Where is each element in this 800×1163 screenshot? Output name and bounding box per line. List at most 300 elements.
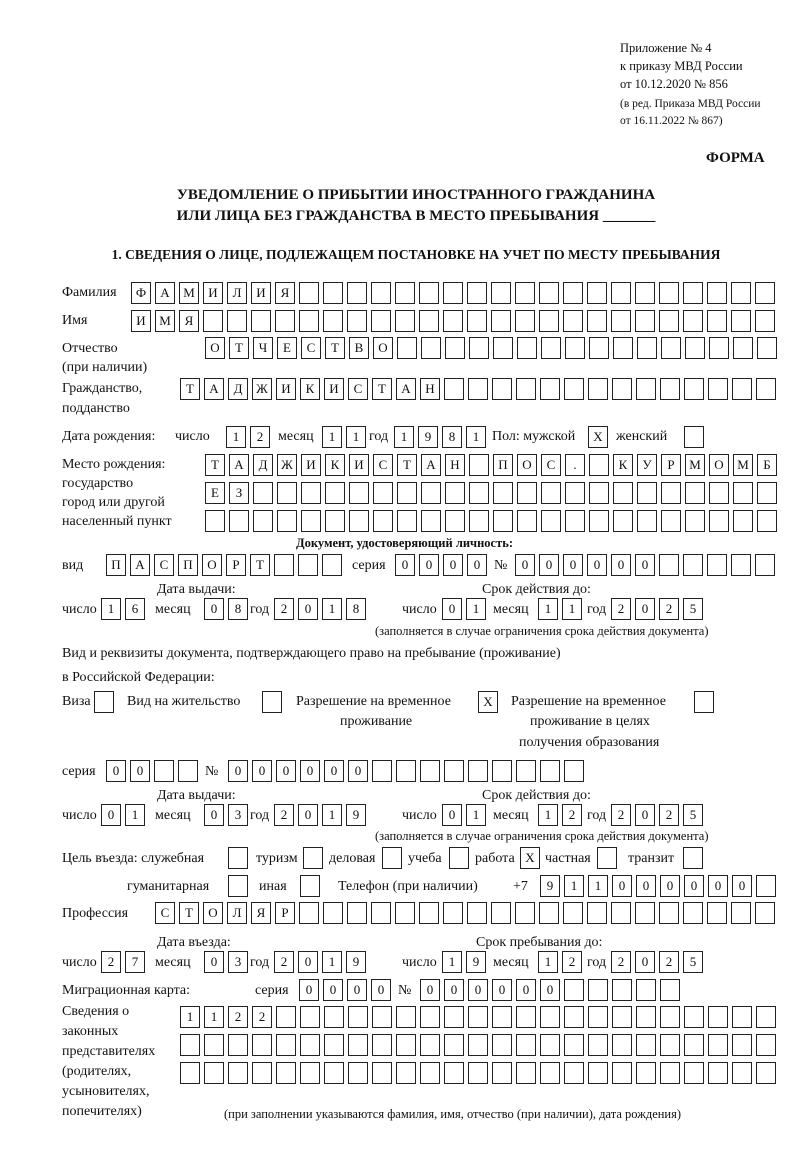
char-cell[interactable]: X (520, 847, 540, 869)
char-cell[interactable] (516, 378, 536, 400)
char-cell[interactable]: 5 (683, 598, 703, 620)
char-cell[interactable] (397, 337, 417, 359)
char-cell[interactable]: 1 (442, 951, 462, 973)
char-cell[interactable] (276, 1034, 296, 1056)
char-cell[interactable]: 0 (347, 979, 367, 1001)
char-cell[interactable] (298, 554, 318, 576)
char-cell[interactable] (397, 510, 417, 532)
right-valid-month[interactable] (538, 804, 586, 826)
char-cell[interactable] (731, 282, 751, 304)
char-cell[interactable] (300, 1034, 320, 1056)
char-cell[interactable] (277, 482, 297, 504)
mc-number-field[interactable] (420, 979, 684, 1001)
char-cell[interactable] (708, 1034, 728, 1056)
char-cell[interactable] (204, 1062, 224, 1084)
char-cell[interactable] (635, 282, 655, 304)
char-cell[interactable] (636, 1034, 656, 1056)
char-cell[interactable] (396, 1062, 416, 1084)
char-cell[interactable] (228, 847, 248, 869)
char-cell[interactable]: Т (325, 337, 345, 359)
char-cell[interactable]: 1 (538, 951, 558, 973)
char-cell[interactable] (324, 1034, 344, 1056)
char-cell[interactable] (757, 510, 777, 532)
char-cell[interactable] (707, 902, 727, 924)
char-cell[interactable] (564, 378, 584, 400)
char-cell[interactable]: 1 (322, 426, 342, 448)
stay-month[interactable] (538, 951, 586, 973)
char-cell[interactable] (300, 1006, 320, 1028)
char-cell[interactable]: 1 (322, 951, 342, 973)
char-cell[interactable]: К (300, 378, 320, 400)
char-cell[interactable] (493, 482, 513, 504)
char-cell[interactable]: М (179, 282, 199, 304)
char-cell[interactable]: 1 (394, 426, 414, 448)
char-cell[interactable] (564, 1034, 584, 1056)
char-cell[interactable] (733, 337, 753, 359)
char-cell[interactable] (253, 510, 273, 532)
char-cell[interactable]: С (155, 902, 175, 924)
char-cell[interactable] (587, 902, 607, 924)
char-cell[interactable]: 0 (587, 554, 607, 576)
char-cell[interactable] (755, 554, 775, 576)
char-cell[interactable] (348, 1034, 368, 1056)
char-cell[interactable] (563, 902, 583, 924)
char-cell[interactable]: 1 (562, 598, 582, 620)
char-cell[interactable] (347, 310, 367, 332)
char-cell[interactable]: 2 (250, 426, 270, 448)
char-cell[interactable] (468, 1034, 488, 1056)
char-cell[interactable]: 1 (466, 598, 486, 620)
char-cell[interactable] (274, 554, 294, 576)
char-cell[interactable] (661, 510, 681, 532)
char-cell[interactable] (588, 979, 608, 1001)
char-cell[interactable] (444, 1062, 464, 1084)
char-cell[interactable] (516, 1034, 536, 1056)
char-cell[interactable] (421, 482, 441, 504)
char-cell[interactable]: 0 (300, 760, 320, 782)
char-cell[interactable] (516, 1062, 536, 1084)
char-cell[interactable] (371, 282, 391, 304)
char-cell[interactable] (708, 378, 728, 400)
char-cell[interactable] (322, 554, 342, 576)
char-cell[interactable]: Р (226, 554, 246, 576)
char-cell[interactable] (612, 1034, 632, 1056)
char-cell[interactable] (636, 1062, 656, 1084)
char-cell[interactable] (469, 510, 489, 532)
char-cell[interactable] (708, 1006, 728, 1028)
char-cell[interactable] (372, 760, 392, 782)
char-cell[interactable] (396, 1034, 416, 1056)
doc-kind-field[interactable] (106, 554, 346, 576)
char-cell[interactable] (612, 378, 632, 400)
char-cell[interactable] (660, 1034, 680, 1056)
char-cell[interactable] (709, 337, 729, 359)
char-cell[interactable]: 0 (442, 804, 462, 826)
purpose-humanitarian-checkbox[interactable] (228, 875, 252, 897)
right-issue-month[interactable] (204, 804, 252, 826)
char-cell[interactable]: К (325, 454, 345, 476)
char-cell[interactable] (275, 310, 295, 332)
char-cell[interactable] (228, 1062, 248, 1084)
char-cell[interactable]: И (276, 378, 296, 400)
char-cell[interactable]: П (106, 554, 126, 576)
char-cell[interactable]: 2 (228, 1006, 248, 1028)
trp-checkbox[interactable] (478, 691, 502, 713)
char-cell[interactable] (732, 1062, 752, 1084)
char-cell[interactable]: К (613, 454, 633, 476)
char-cell[interactable] (588, 378, 608, 400)
doc-issue-month[interactable] (204, 598, 252, 620)
char-cell[interactable]: А (130, 554, 150, 576)
representatives-field-3[interactable] (180, 1062, 780, 1084)
char-cell[interactable]: 0 (443, 554, 463, 576)
char-cell[interactable]: О (709, 454, 729, 476)
char-cell[interactable] (515, 282, 535, 304)
char-cell[interactable]: 0 (371, 979, 391, 1001)
doc-issue-day[interactable] (101, 598, 149, 620)
char-cell[interactable] (251, 310, 271, 332)
char-cell[interactable]: 0 (540, 979, 560, 1001)
char-cell[interactable] (683, 282, 703, 304)
char-cell[interactable] (443, 282, 463, 304)
char-cell[interactable]: У (637, 454, 657, 476)
char-cell[interactable] (659, 902, 679, 924)
char-cell[interactable] (517, 482, 537, 504)
char-cell[interactable] (565, 510, 585, 532)
trpe-checkbox[interactable] (694, 691, 718, 713)
char-cell[interactable] (589, 482, 609, 504)
char-cell[interactable]: 0 (444, 979, 464, 1001)
phone-field[interactable] (540, 875, 780, 897)
char-cell[interactable] (540, 1034, 560, 1056)
char-cell[interactable]: 0 (732, 875, 752, 897)
char-cell[interactable]: 7 (125, 951, 145, 973)
char-cell[interactable] (684, 426, 704, 448)
char-cell[interactable] (611, 282, 631, 304)
char-cell[interactable]: 9 (418, 426, 438, 448)
char-cell[interactable]: 0 (106, 760, 126, 782)
char-cell[interactable]: Ч (253, 337, 273, 359)
char-cell[interactable] (564, 760, 584, 782)
char-cell[interactable] (565, 482, 585, 504)
char-cell[interactable] (660, 378, 680, 400)
char-cell[interactable] (709, 482, 729, 504)
doc-series-field[interactable] (395, 554, 491, 576)
male-checkbox[interactable] (588, 426, 612, 448)
char-cell[interactable]: 0 (660, 875, 680, 897)
char-cell[interactable]: X (588, 426, 608, 448)
char-cell[interactable] (299, 310, 319, 332)
char-cell[interactable] (613, 337, 633, 359)
char-cell[interactable]: 9 (466, 951, 486, 973)
char-cell[interactable] (588, 1034, 608, 1056)
char-cell[interactable] (707, 554, 727, 576)
char-cell[interactable]: . (565, 454, 585, 476)
char-cell[interactable] (491, 902, 511, 924)
char-cell[interactable] (516, 1006, 536, 1028)
char-cell[interactable] (445, 482, 465, 504)
char-cell[interactable] (348, 1062, 368, 1084)
char-cell[interactable] (589, 454, 609, 476)
right-series-field[interactable] (106, 760, 202, 782)
char-cell[interactable]: М (733, 454, 753, 476)
char-cell[interactable] (178, 760, 198, 782)
char-cell[interactable] (444, 760, 464, 782)
char-cell[interactable] (94, 691, 114, 713)
char-cell[interactable] (661, 482, 681, 504)
char-cell[interactable]: С (541, 454, 561, 476)
char-cell[interactable] (517, 337, 537, 359)
char-cell[interactable] (491, 310, 511, 332)
char-cell[interactable] (732, 1006, 752, 1028)
char-cell[interactable]: А (229, 454, 249, 476)
char-cell[interactable] (324, 1062, 344, 1084)
char-cell[interactable] (395, 310, 415, 332)
char-cell[interactable]: Ж (252, 378, 272, 400)
char-cell[interactable] (660, 1006, 680, 1028)
char-cell[interactable] (154, 760, 174, 782)
char-cell[interactable] (467, 310, 487, 332)
char-cell[interactable] (492, 1034, 512, 1056)
purpose-business-checkbox[interactable] (382, 847, 406, 869)
char-cell[interactable]: 2 (659, 951, 679, 973)
char-cell[interactable]: 1 (564, 875, 584, 897)
char-cell[interactable] (276, 1062, 296, 1084)
purpose-private-checkbox[interactable] (597, 847, 621, 869)
char-cell[interactable] (299, 282, 319, 304)
char-cell[interactable] (445, 337, 465, 359)
char-cell[interactable]: Т (250, 554, 270, 576)
char-cell[interactable]: 0 (635, 554, 655, 576)
char-cell[interactable] (515, 310, 535, 332)
char-cell[interactable] (637, 510, 657, 532)
char-cell[interactable]: О (373, 337, 393, 359)
char-cell[interactable]: 8 (346, 598, 366, 620)
right-issue-day[interactable] (101, 804, 149, 826)
char-cell[interactable] (589, 510, 609, 532)
char-cell[interactable] (325, 482, 345, 504)
char-cell[interactable] (299, 902, 319, 924)
char-cell[interactable]: С (373, 454, 393, 476)
char-cell[interactable] (347, 282, 367, 304)
char-cell[interactable] (539, 902, 559, 924)
char-cell[interactable]: 1 (180, 1006, 200, 1028)
char-cell[interactable] (683, 902, 703, 924)
char-cell[interactable]: Я (251, 902, 271, 924)
char-cell[interactable]: 3 (228, 951, 248, 973)
char-cell[interactable] (755, 282, 775, 304)
char-cell[interactable] (396, 760, 416, 782)
char-cell[interactable]: 2 (562, 951, 582, 973)
char-cell[interactable] (468, 1062, 488, 1084)
char-cell[interactable]: А (396, 378, 416, 400)
char-cell[interactable]: 0 (708, 875, 728, 897)
char-cell[interactable] (349, 510, 369, 532)
char-cell[interactable]: 2 (252, 1006, 272, 1028)
char-cell[interactable] (382, 847, 402, 869)
char-cell[interactable] (421, 510, 441, 532)
char-cell[interactable] (469, 454, 489, 476)
char-cell[interactable]: 2 (659, 804, 679, 826)
char-cell[interactable] (731, 902, 751, 924)
char-cell[interactable]: 0 (323, 979, 343, 1001)
char-cell[interactable]: 1 (125, 804, 145, 826)
char-cell[interactable] (756, 875, 776, 897)
char-cell[interactable] (443, 902, 463, 924)
char-cell[interactable] (203, 310, 223, 332)
char-cell[interactable] (683, 310, 703, 332)
char-cell[interactable] (301, 482, 321, 504)
char-cell[interactable] (563, 282, 583, 304)
char-cell[interactable] (301, 510, 321, 532)
char-cell[interactable]: 3 (228, 804, 248, 826)
char-cell[interactable] (372, 1006, 392, 1028)
char-cell[interactable] (540, 1062, 560, 1084)
citizenship-field[interactable] (180, 378, 780, 400)
char-cell[interactable] (636, 378, 656, 400)
char-cell[interactable] (252, 1062, 272, 1084)
char-cell[interactable]: А (204, 378, 224, 400)
char-cell[interactable] (685, 510, 705, 532)
char-cell[interactable] (323, 902, 343, 924)
char-cell[interactable] (756, 1062, 776, 1084)
char-cell[interactable] (420, 760, 440, 782)
char-cell[interactable]: В (349, 337, 369, 359)
char-cell[interactable]: И (301, 454, 321, 476)
char-cell[interactable]: 2 (659, 598, 679, 620)
char-cell[interactable]: И (349, 454, 369, 476)
char-cell[interactable] (419, 902, 439, 924)
char-cell[interactable] (253, 482, 273, 504)
char-cell[interactable]: 0 (467, 554, 487, 576)
char-cell[interactable]: Л (227, 282, 247, 304)
char-cell[interactable] (565, 337, 585, 359)
char-cell[interactable]: 0 (635, 951, 655, 973)
char-cell[interactable]: 0 (395, 554, 415, 576)
char-cell[interactable] (348, 1006, 368, 1028)
char-cell[interactable]: З (229, 482, 249, 504)
char-cell[interactable]: 9 (346, 951, 366, 973)
char-cell[interactable]: Н (420, 378, 440, 400)
doc-valid-year[interactable] (611, 598, 707, 620)
char-cell[interactable] (276, 1006, 296, 1028)
char-cell[interactable] (684, 378, 704, 400)
char-cell[interactable] (492, 1062, 512, 1084)
char-cell[interactable] (756, 1006, 776, 1028)
char-cell[interactable] (323, 310, 343, 332)
char-cell[interactable] (588, 1006, 608, 1028)
doc-valid-day[interactable] (442, 598, 490, 620)
char-cell[interactable] (685, 482, 705, 504)
char-cell[interactable] (445, 510, 465, 532)
char-cell[interactable] (303, 847, 323, 869)
char-cell[interactable]: 0 (684, 875, 704, 897)
char-cell[interactable] (659, 282, 679, 304)
birth-month-field[interactable] (322, 426, 370, 448)
char-cell[interactable] (492, 378, 512, 400)
char-cell[interactable] (707, 282, 727, 304)
char-cell[interactable]: Т (397, 454, 417, 476)
char-cell[interactable] (709, 510, 729, 532)
stay-year[interactable] (611, 951, 707, 973)
right-valid-year[interactable] (611, 804, 707, 826)
char-cell[interactable] (683, 554, 703, 576)
char-cell[interactable]: Ж (277, 454, 297, 476)
char-cell[interactable] (757, 482, 777, 504)
char-cell[interactable]: 0 (468, 979, 488, 1001)
char-cell[interactable]: А (155, 282, 175, 304)
char-cell[interactable]: 0 (204, 598, 224, 620)
char-cell[interactable] (444, 1034, 464, 1056)
char-cell[interactable] (517, 510, 537, 532)
char-cell[interactable]: С (301, 337, 321, 359)
char-cell[interactable]: 0 (492, 979, 512, 1001)
char-cell[interactable]: 0 (276, 760, 296, 782)
char-cell[interactable]: 1 (538, 804, 558, 826)
char-cell[interactable] (756, 378, 776, 400)
purpose-work-checkbox[interactable] (520, 847, 544, 869)
right-number-field[interactable] (228, 760, 588, 782)
char-cell[interactable] (539, 282, 559, 304)
char-cell[interactable]: Т (179, 902, 199, 924)
char-cell[interactable]: Н (445, 454, 465, 476)
purpose-transit-checkbox[interactable] (683, 847, 707, 869)
char-cell[interactable]: Т (229, 337, 249, 359)
char-cell[interactable] (563, 310, 583, 332)
char-cell[interactable] (262, 691, 282, 713)
char-cell[interactable] (228, 1034, 248, 1056)
char-cell[interactable] (611, 902, 631, 924)
char-cell[interactable]: 0 (515, 554, 535, 576)
char-cell[interactable]: И (203, 282, 223, 304)
char-cell[interactable]: 0 (635, 598, 655, 620)
char-cell[interactable] (468, 760, 488, 782)
char-cell[interactable]: 2 (101, 951, 121, 973)
stay-day[interactable] (442, 951, 490, 973)
patronymic-field[interactable] (205, 337, 781, 359)
char-cell[interactable]: Ф (131, 282, 151, 304)
char-cell[interactable] (373, 510, 393, 532)
char-cell[interactable] (660, 1062, 680, 1084)
char-cell[interactable] (397, 482, 417, 504)
char-cell[interactable] (419, 310, 439, 332)
representatives-field-2[interactable] (180, 1034, 780, 1056)
char-cell[interactable]: 0 (420, 979, 440, 1001)
char-cell[interactable] (516, 760, 536, 782)
char-cell[interactable] (180, 1034, 200, 1056)
char-cell[interactable] (635, 902, 655, 924)
char-cell[interactable] (492, 760, 512, 782)
char-cell[interactable]: О (517, 454, 537, 476)
char-cell[interactable] (300, 1062, 320, 1084)
char-cell[interactable] (468, 1006, 488, 1028)
doc-number-field[interactable] (515, 554, 779, 576)
char-cell[interactable]: 1 (226, 426, 246, 448)
char-cell[interactable] (541, 482, 561, 504)
char-cell[interactable]: 1 (588, 875, 608, 897)
char-cell[interactable] (204, 1034, 224, 1056)
char-cell[interactable] (659, 554, 679, 576)
char-cell[interactable] (637, 482, 657, 504)
char-cell[interactable]: 2 (611, 598, 631, 620)
char-cell[interactable] (635, 310, 655, 332)
char-cell[interactable] (636, 1006, 656, 1028)
char-cell[interactable] (612, 1062, 632, 1084)
char-cell[interactable] (229, 510, 249, 532)
purpose-tourism-checkbox[interactable] (303, 847, 327, 869)
char-cell[interactable]: Я (275, 282, 295, 304)
char-cell[interactable] (228, 875, 248, 897)
